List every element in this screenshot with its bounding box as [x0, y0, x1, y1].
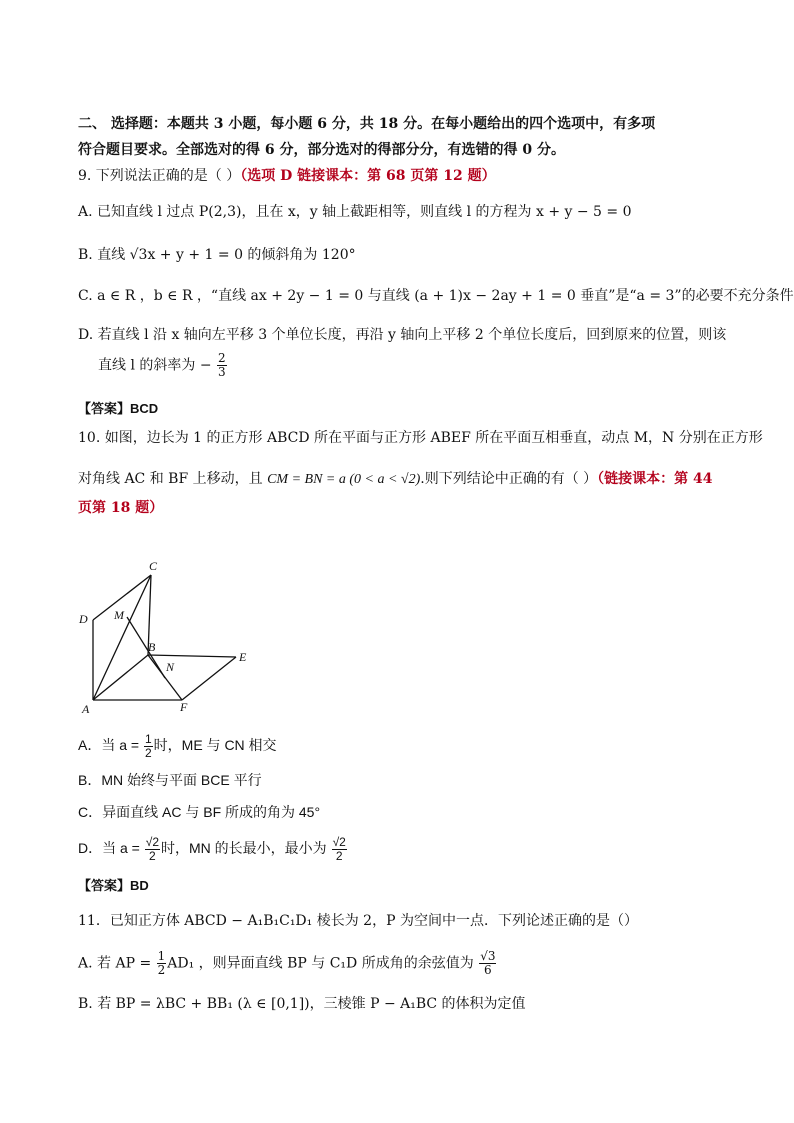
- edge-ab: [93, 655, 148, 700]
- q10-option-b: B．MN 始终与平面 BCE 平行: [78, 772, 262, 788]
- q10-stem-condition: CM = BN = a (0 < a < √2): [267, 472, 421, 487]
- q9-option-d-line2: [98, 352, 228, 379]
- q10-stem-text-b: .则下列结论中正确的有（ ）: [420, 471, 598, 487]
- q10-option-d-text-a: D．当 a =: [78, 840, 140, 857]
- q11-option-a-denominator2: 6: [484, 963, 492, 977]
- q10-textbook-link-a: （链接课本：第 44: [597, 471, 713, 487]
- q11-option-a-fraction2: [479, 950, 496, 977]
- q11-stem: 11．已知正方体 ABCD − A₁B₁C₁D₁ 棱长为 2，P 为空间中一点．下列论述正确的是（）: [78, 913, 638, 929]
- q10-option-a-text-b: 时，ME 与 CN 相交: [153, 737, 277, 754]
- q10-answer: 【答案】BD: [78, 878, 149, 893]
- q9-option-d-numerator: 2: [218, 351, 226, 365]
- q9-option-d-fraction: [217, 352, 227, 379]
- q11-option-a: [78, 950, 497, 977]
- label-e: E: [239, 650, 247, 664]
- q9-option-a: A. 已知直线 l 过点 P(2,3)，且在 x，y 轴上截距相等，则直线 l 的方程为 x + y − 5 = 0: [78, 204, 632, 220]
- label-b: B: [148, 640, 156, 654]
- q10-option-d-fraction2: [332, 836, 347, 863]
- q11-option-a-numerator1: 1: [157, 949, 166, 963]
- q9-option-c: C. a ∈ R ，b ∈ R ，“直线 ax + 2y − 1 = 0 与直线 (a + 1)x − 2ay + 1 = 0 垂直”是“a = 3”的必要不充分条件: [78, 288, 794, 304]
- label-n: N: [166, 660, 175, 674]
- q10-option-d-numerator1: √2: [145, 835, 160, 849]
- label-a: A: [82, 702, 90, 716]
- q9-stem: [78, 166, 496, 186]
- label-m: M: [114, 608, 124, 622]
- q10-textbook-link-b: 页第 18 题）: [78, 500, 164, 516]
- q9-option-d-text: 直线 l 的斜率为 −: [98, 357, 212, 374]
- q10-option-d-fraction1: [145, 836, 160, 863]
- q10-stem-line1: 10. 如图，边长为 1 的正方形 ABCD 所在平面与正方形 ABEF 所在平面互相垂直，动点 M，N 分别在正方形: [78, 430, 763, 446]
- q10-stem-text-a: 对角线 AC 和 BF 上移动，且: [78, 471, 263, 487]
- label-c: C: [149, 559, 158, 573]
- q11-option-a-text-b: AD₁ ，则异面直线 BP 与 C₁D 所成角的余弦值为: [167, 955, 474, 972]
- q10-option-a: [78, 733, 277, 760]
- q10-option-a-numerator: 1: [144, 732, 152, 746]
- q11-option-a-denominator1: 2: [157, 963, 166, 977]
- q10-option-d-text-b: 时，MN 的长最小，最小为: [161, 840, 327, 857]
- label-d: D: [79, 612, 88, 626]
- q10-option-a-text-a: A．当 a =: [78, 737, 140, 754]
- q10-option-d-denominator1: 2: [149, 849, 156, 863]
- q10-geometry-figure: [70, 555, 270, 720]
- q9-option-d-denominator: 3: [218, 365, 226, 379]
- q10-option-d-denominator2: 2: [335, 849, 343, 863]
- q11-option-a-numerator2: √3: [480, 949, 496, 963]
- q9-option-b: B. 直线 √3x + y + 1 = 0 的倾斜角为 120°: [78, 247, 356, 263]
- edge-ef: [182, 657, 236, 700]
- q9-option-d-line1: D. 若直线 l 沿 x 轴向左平移 3 个单位长度，再沿 y 轴向上平移 2 个单位长度后，回到原来的位置，则该: [78, 327, 727, 343]
- q11-option-a-fraction1: [157, 950, 167, 977]
- q10-option-c: C．异面直线 AC 与 BF 所成的角为 45°: [78, 804, 321, 820]
- diagonal-ac: [93, 575, 151, 700]
- q11-option-a-text-a: A. 若 AP =: [78, 955, 152, 972]
- edge-be: [148, 655, 236, 657]
- q9-textbook-link: （选项 D 链接课本：第 68 页第 12 题）: [240, 168, 496, 184]
- q10-option-d: [78, 836, 348, 863]
- q10-option-a-fraction: [144, 733, 153, 760]
- q10-option-d-numerator2: √2: [332, 835, 346, 849]
- section-header-line1: 二、 选择题：本题共 3 小题，每小题 6 分，共 18 分。在每小题给出的四个选项中，有多项: [78, 116, 656, 132]
- q9-answer: 【答案】BCD: [78, 401, 159, 416]
- q10-option-a-denominator: 2: [144, 746, 152, 760]
- segment-mn: [127, 617, 165, 678]
- q11-option-b: B. 若 BP = λBC + BB₁ (λ ∈ [0,1])，三棱锥 P − A₁BC 的体积为定值: [78, 996, 526, 1012]
- q10-stem-line2: [78, 469, 713, 490]
- label-f: F: [180, 700, 188, 714]
- section-header-line2: 符合题目要求。全部选对的得 6 分，部分选对的得部分分，有选错的得 0 分。: [78, 142, 565, 158]
- q9-stem-text: 9. 下列说法正确的是（ ）: [78, 168, 241, 184]
